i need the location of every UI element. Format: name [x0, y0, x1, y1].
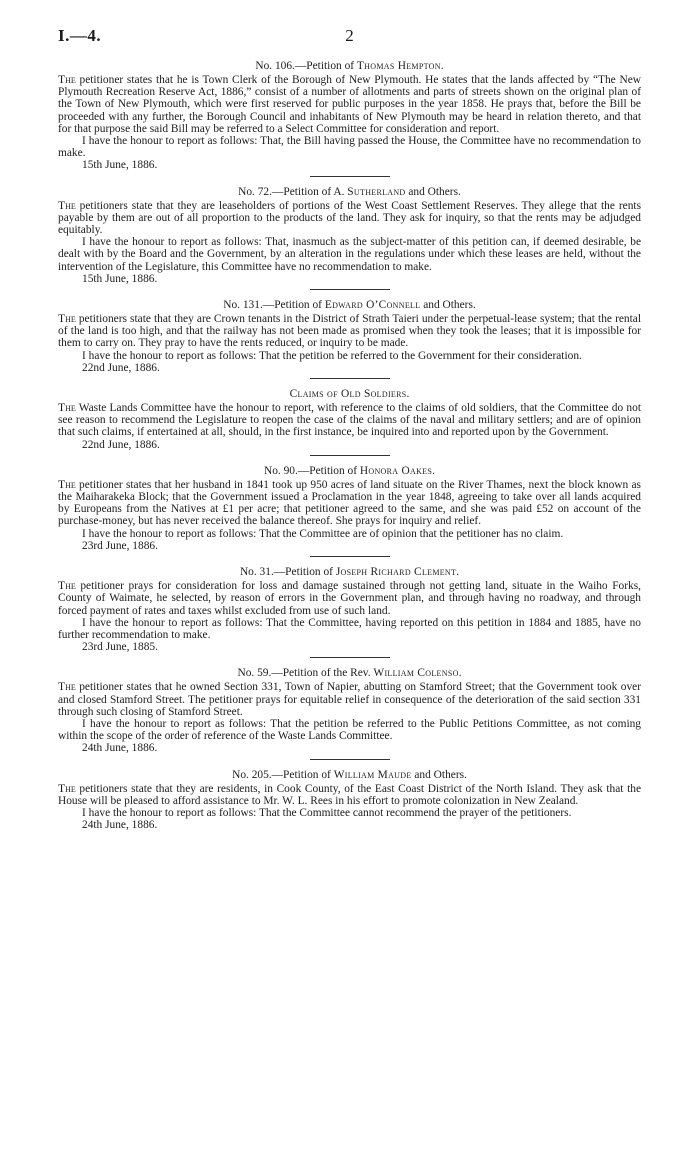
title-suffix: .	[406, 388, 410, 401]
committee-report: I have the honour to report as follows: That the petition be referred to the Government for their consideration.	[82, 349, 582, 362]
report-date: 22nd June, 1886.	[82, 438, 160, 451]
body-text: petitioner prays for consideration for loss and damage sustained through not getting land, situate in the Waiho Forks, County of Waimate, he selected, by reason of errors in the Government plan, and through having no roadway, and through forced payment of rates and taxes whilst excluded from use of such land.	[58, 580, 641, 617]
body-text: petitioners state that they are Crown tenants in the District of Strath Taieri under the perpetual-lease system; that the rental of the land is too high, and that the railway has not been made as promised when they took the leases; that it is impossible for them to carry on. They pray to have the rents reduced, or inquiry to be made.	[58, 313, 641, 350]
committee-report: I have the honour to report as follows: That, the Bill having passed the House, the Committee have no recommendation to make.	[58, 135, 641, 160]
petitions-list	[58, 60, 641, 831]
petition-body	[58, 580, 641, 617]
lead-word: The	[58, 477, 76, 491]
petitioner-name: Edward O’Connell	[324, 299, 421, 312]
title-suffix: .	[456, 566, 460, 579]
title-prefix: No. 31.—Petition of	[239, 566, 336, 579]
committee-report: I have the honour to report as follows: That the petition be referred to the Public Petitions Committee, as not coming within the scope of the order of reference of the Waste Lands Committee.	[58, 717, 641, 743]
committee-report: I have the honour to report as follows: That the Committee are of opinion that the petitioner has no claim.	[82, 527, 564, 540]
petition-title	[58, 769, 641, 782]
petition-title	[58, 465, 641, 478]
petition-body	[58, 402, 641, 439]
report-date: 24th June, 1886.	[82, 819, 158, 832]
petitioner-name: Joseph Richard Clement	[335, 566, 457, 579]
committee-report: I have the honour to report as follows: That the Committee, having reported on this petition in 1884 and 1885, have no further recommendation to make.	[58, 616, 641, 641]
petition-body	[58, 783, 641, 807]
title-suffix: .	[458, 667, 462, 680]
lead-word: The	[58, 198, 76, 212]
report-date: 15th June, 1886.	[82, 272, 158, 285]
title-prefix: No. 131.—Petition of	[223, 299, 325, 312]
petition-section	[58, 289, 641, 374]
petition-title	[58, 186, 641, 199]
petition-section	[58, 657, 641, 754]
petition-section	[58, 60, 641, 172]
title-prefix: No. 205.—Petition of	[232, 768, 334, 781]
petition-section	[58, 759, 641, 832]
petition-body	[58, 74, 641, 135]
body-text: petitioner states that he is Town Clerk of the Borough of New Plymouth. He states that the lands affected by “The New Plymouth Recreation Reserve Act, 1886,” consist of a number of allotments and parts of streets shown on the original plan of the Town of New Plymouth, which were first reserved for public purposes in the year 1858. He prays that, before the Bill be proceeded with any further, the Borough Council and inhabitants of New Plymouth may be heard in relation thereto, and that for that purpose the said Bill may be referred to a Select Committee for consideration and report.	[58, 74, 641, 135]
petition-section	[58, 176, 641, 285]
lead-word: The	[58, 312, 76, 326]
title-suffix: and Others.	[420, 299, 476, 312]
lead-word: The	[58, 680, 76, 694]
petitioner-name: Thomas Hempton	[356, 60, 441, 72]
title-suffix: and Others.	[405, 185, 461, 198]
petitioner-name: Honora Oakes	[359, 464, 433, 477]
body-text: petitioner states that her husband in 1841 took up 950 acres of land situate on the River Thames, next the block known as the Maiharakeka Block; that the Government issued a Proclamation in the year 1848, agreeing to take over all lands acquired by Europeans from the Natives at £1 per acre; that petitioner agreed to the same, and she was paid £52 on account of the purchase-money, but has never received the balance thereof. She prays for inquiry and relief.	[58, 478, 641, 528]
body-text: petitioners state that they are residents, in Cook County, of the East Coast District of the North Island. They ask that the House will be pleased to afford assistance to Mr. W. L. Rees in his effort to promote colonization in New Zealand.	[58, 782, 641, 807]
page-header	[58, 26, 641, 52]
title-prefix: No. 59.—Petition of the Rev.	[237, 667, 374, 680]
body-text: petitioner states that he owned Section 331, Town of Napier, abutting on Stamford Street; that the Government took over and closed Stamford Street. The petitioner prays for equitable relief in consequence of the deterioration of the said section 331 through such closing of Stamford Street.	[58, 681, 641, 718]
petition-section	[58, 455, 641, 552]
title-prefix: No. 90.—Petition of	[264, 464, 360, 477]
body-text: Waste Lands Committee have the honour to report, with reference to the claims of old soldiers, that the Committee do not see reason to recommend the Legislature to reopen the case of the claims of the naval and military settlers; and are of opinion that such claims, if entertained at all, should, in the first instance, be inquired into and reported upon by the Government.	[58, 402, 641, 439]
committee-report: I have the honour to report as follows: That the Committee cannot recommend the prayer of the petitioners.	[82, 806, 572, 819]
report-date: 23rd June, 1886.	[82, 539, 158, 552]
petition-title	[58, 388, 641, 401]
section-divider	[310, 556, 390, 557]
section-divider	[310, 455, 390, 456]
title-suffix: .	[432, 464, 435, 477]
folio-label: I.—4.	[58, 26, 102, 45]
report-date: 22nd June, 1886.	[82, 361, 160, 374]
section-divider	[310, 289, 390, 290]
petition-title	[58, 60, 641, 73]
title-suffix: and Others.	[411, 768, 467, 781]
section-divider	[310, 759, 390, 760]
petition-title	[58, 566, 641, 579]
committee-report: I have the honour to report as follows: That, inasmuch as the subject-matter of this petition can, if deemed desirable, be dealt with by the Board and the Government, by an alteration in the regulations under which these leases are held, without the intervention of the Legislature, this Committee have no recommendation to make.	[58, 236, 641, 273]
petition-section	[58, 378, 641, 451]
report-date: 24th June, 1886.	[82, 742, 158, 755]
title-prefix: No. 106.—Petition of	[255, 60, 357, 72]
title-suffix: .	[440, 60, 444, 72]
petitioner-name: William Maude	[333, 768, 412, 781]
document-page	[58, 26, 641, 831]
section-divider	[310, 657, 390, 658]
report-date: 23rd June, 1885.	[82, 641, 158, 654]
petition-title	[58, 299, 641, 312]
lead-word: The	[58, 781, 76, 795]
petition-section	[58, 556, 641, 653]
section-divider	[310, 176, 390, 177]
petition-body	[58, 479, 641, 528]
title-prefix: No. 72.—Petition of A.	[238, 185, 348, 198]
page-number: 2	[345, 26, 354, 45]
lead-word: The	[58, 73, 76, 86]
petitioner-name: Sutherland	[347, 185, 406, 198]
petition-title	[58, 667, 641, 680]
petition-body	[58, 681, 641, 718]
petitioner-name: William Colenso	[373, 667, 459, 680]
lead-word: The	[58, 401, 76, 415]
section-divider	[310, 378, 390, 379]
petition-body	[58, 313, 641, 350]
petitioner-name: Claims of Old Soldiers	[289, 388, 407, 401]
petition-body	[58, 200, 641, 237]
lead-word: The	[58, 579, 76, 593]
report-date: 15th June, 1886.	[82, 159, 158, 172]
body-text: petitioners state that they are leaseholders of portions of the West Coast Settlement Reserves. They allege that the rents payable by them are out of all proportion to the products of the land. They ask for inquiry, so that the rents may be adjudged equitably.	[58, 199, 641, 237]
